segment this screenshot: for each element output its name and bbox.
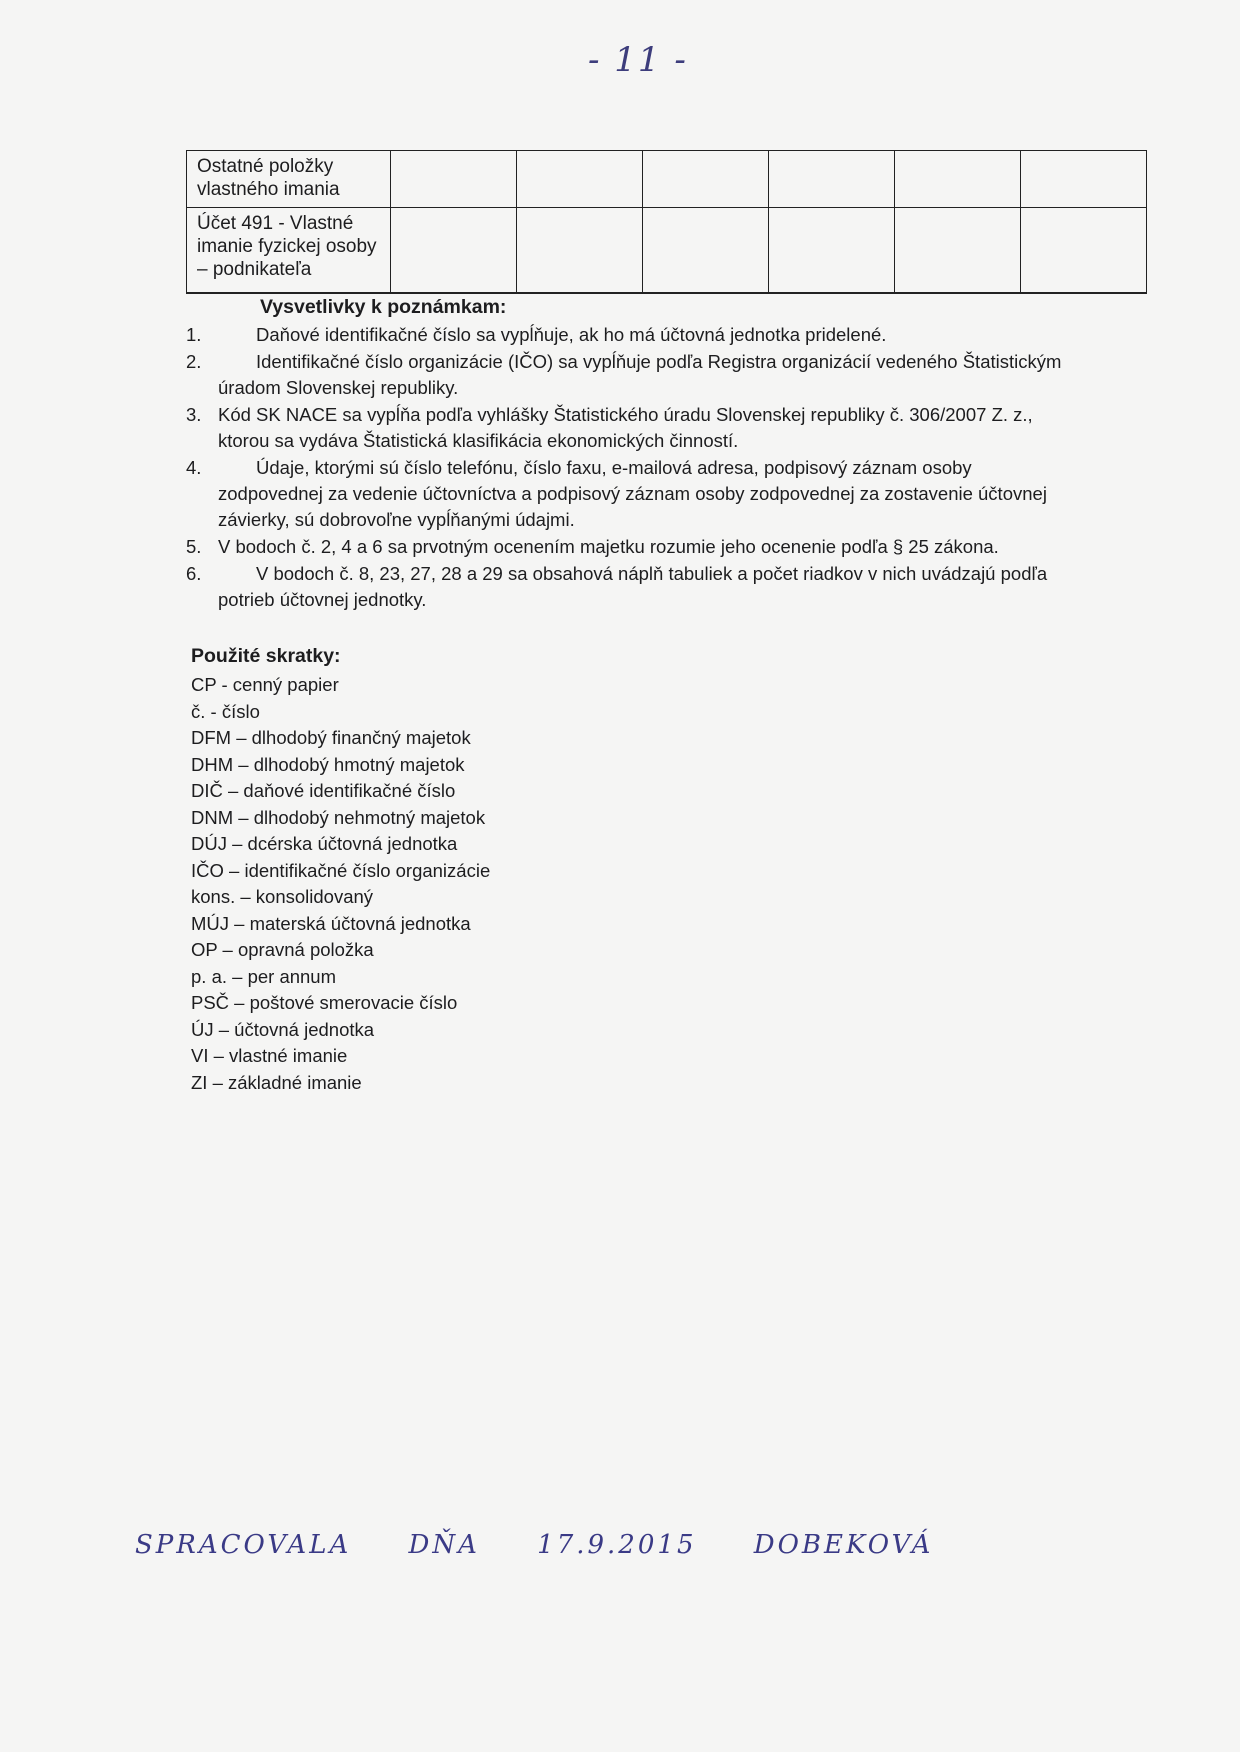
- table-cell: [1020, 208, 1146, 294]
- list-item: DFM – dlhodobý finančný majetok: [191, 727, 471, 748]
- list-item: p. a. – per annum: [191, 965, 337, 987]
- table-cell: [643, 208, 769, 294]
- list-item: ÚJ – účtovná jednotka: [191, 1018, 375, 1040]
- signature-prepared: SPRACOVALA: [135, 1530, 352, 1560]
- table-cell: [895, 151, 1021, 208]
- note-text: Údaje, ktorými sú číslo telefónu, číslo faxu, e-mailová adresa, podpisový záznam osoby zodpovednej za vedenie účtovníctva a podpisový záznam osoby zodpovednej za zostavenie účtovnej závierky, sú dobrovoľne vypĺňanými údajmi.: [218, 457, 1047, 530]
- signature-day: DŇA: [408, 1530, 480, 1560]
- note-text: Kód SK NACE sa vypĺňa podľa vyhlášky Štatistického úradu Slovenskej republiky č. 306/2007 Z. z., ktorou sa vydáva Štatistická klasifikácia ekonomických činností.: [218, 404, 1033, 451]
- page-number: - 11 -: [588, 40, 688, 80]
- list-item: [186, 322, 1066, 348]
- list-item: VI – vlastné imanie: [191, 1045, 348, 1066]
- note-number: 6.: [186, 563, 202, 584]
- list-item: PSČ – poštové smerovacie číslo: [191, 992, 458, 1013]
- list-item: DÚJ – dcérska účtovná jednotka: [191, 833, 458, 854]
- list-item: [186, 402, 1066, 454]
- list-item: IČO – identifikačné číslo organizácie: [191, 859, 491, 881]
- note-text: V bodoch č. 2, 4 a 6 sa prvotným ocenením majetku rozumie jeho ocenenie podľa § 25 zákona.: [218, 536, 999, 557]
- list-item: kons. – konsolidovaný: [191, 886, 374, 907]
- abbreviations-list: [191, 672, 490, 1096]
- list-item: DNM – dlhodobý nehmotný majetok: [191, 806, 486, 828]
- table-cell: [643, 151, 769, 208]
- list-item: [186, 349, 1066, 401]
- list-item: č. - číslo: [191, 700, 260, 722]
- table-cell: [517, 208, 643, 294]
- table-cell: [895, 208, 1021, 294]
- handwritten-signature: [135, 1530, 979, 1560]
- list-item: CP - cenný papier: [191, 674, 339, 695]
- list-item: DHM – dlhodobý hmotný majetok: [191, 753, 465, 775]
- table-cell: [1020, 151, 1146, 208]
- table-cell: [769, 151, 895, 208]
- list-item: [186, 455, 1066, 533]
- table-cell: [391, 208, 517, 294]
- note-number: 1.: [186, 324, 202, 345]
- row-label: Ostatné položky vlastného imania: [187, 151, 391, 208]
- table-cell: [517, 151, 643, 208]
- notes-list: [186, 322, 1066, 613]
- table-cell: [391, 151, 517, 208]
- list-item: MÚJ – materská účtovná jednotka: [191, 912, 471, 934]
- list-item: DIČ – daňové identifikačné číslo: [191, 780, 456, 801]
- list-item: OP – opravná položka: [191, 939, 374, 960]
- note-text: Daňové identifikačné číslo sa vypĺňuje, ak ho má účtovná jednotka pridelené.: [256, 324, 887, 345]
- list-item: [186, 534, 1066, 560]
- notes-title: Vysvetlivky k poznámkam:: [260, 296, 507, 318]
- note-text: Identifikačné číslo organizácie (IČO) sa vypĺňuje podľa Registra organizácií vedeného Štatistickým úradom Slovenskej republiky.: [218, 351, 1062, 398]
- note-number: 3.: [186, 404, 202, 425]
- table-cell: [769, 208, 895, 294]
- list-item: ZI – základné imanie: [191, 1071, 362, 1093]
- note-number: 4.: [186, 457, 202, 478]
- row-label: Účet 491 - Vlastné imanie fyzickej osoby – podnikateľa: [187, 208, 391, 294]
- table-row: [187, 151, 1147, 208]
- signature-date: 17.9.2015: [537, 1530, 697, 1560]
- abbreviations-title: Použité skratky:: [191, 645, 341, 667]
- table-row: [187, 208, 1147, 294]
- note-text: V bodoch č. 8, 23, 27, 28 a 29 sa obsahová náplň tabuliek a počet riadkov v nich uvádzajú podľa potrieb účtovnej jednotky.: [218, 563, 1048, 610]
- signature-name: DOBEKOVÁ: [753, 1530, 934, 1560]
- note-number: 5.: [186, 536, 202, 557]
- list-item: [186, 561, 1066, 613]
- note-number: 2.: [186, 351, 202, 372]
- equity-table: [186, 150, 1147, 294]
